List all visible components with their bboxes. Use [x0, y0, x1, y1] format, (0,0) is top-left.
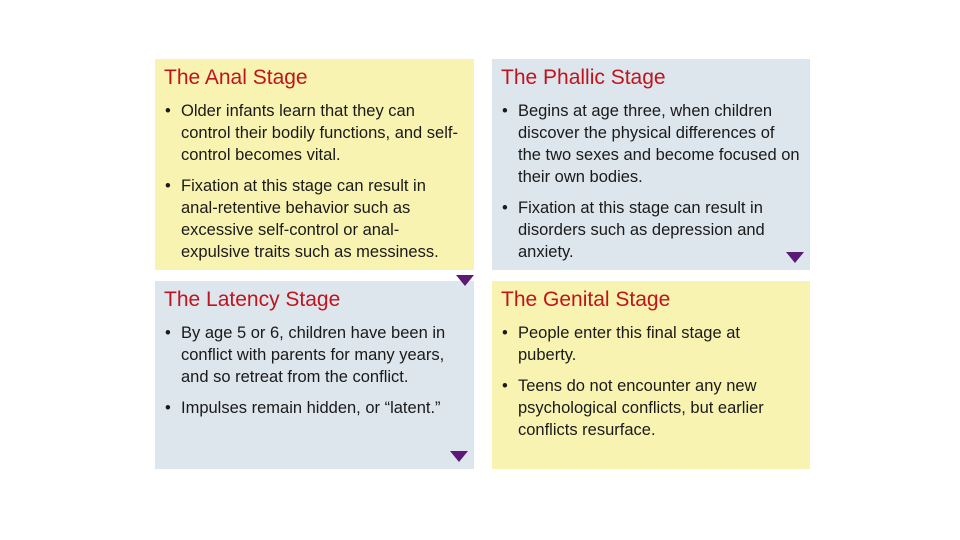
latency-stage-bullet-2: • Impulses remain hidden, or “latent.” [164, 397, 464, 419]
phallic-stage-panel [492, 59, 810, 270]
genital-stage-bullet-1: • People enter this final stage at puberty. [501, 322, 800, 366]
latency-stage-bullets [164, 322, 464, 419]
phallic-stage-title: The Phallic Stage [501, 66, 666, 89]
phallic-stage-triangle-down-icon[interactable] [786, 252, 804, 263]
latency-stage-title: The Latency Stage [164, 288, 341, 311]
anal-stage-bullets [164, 100, 464, 263]
latency-stage-triangle-down-icon[interactable] [450, 451, 468, 462]
phallic-stage-bullet-2: • Fixation at this stage can result in disorders such as depression and anxiety. [501, 197, 800, 263]
latency-stage-panel [155, 281, 474, 469]
anal-stage-panel [155, 59, 474, 270]
anal-stage-bullet-2: • Fixation at this stage can result in anal-retentive behavior such as excessive self-control or anal-expulsive traits such as messiness. [164, 175, 464, 263]
latency-stage-bullet-1: • By age 5 or 6, children have been in conflict with parents for many years, and so retreat from the conflict. [164, 322, 464, 388]
anal-stage-triangle-down-icon[interactable] [456, 275, 474, 286]
phallic-stage-bullets [501, 100, 800, 263]
genital-stage-bullet-2: • Teens do not encounter any new psychological conflicts, but earlier conflicts resurface. [501, 375, 800, 441]
genital-stage-bullets [501, 322, 800, 441]
phallic-stage-bullet-1: • Begins at age three, when children discover the physical differences of the two sexes and become focused on their own bodies. [501, 100, 800, 188]
anal-stage-title: The Anal Stage [164, 66, 308, 89]
anal-stage-bullet-1: • Older infants learn that they can control their bodily functions, and self-control becomes vital. [164, 100, 464, 166]
genital-stage-title: The Genital Stage [501, 288, 671, 311]
genital-stage-panel [492, 281, 810, 469]
